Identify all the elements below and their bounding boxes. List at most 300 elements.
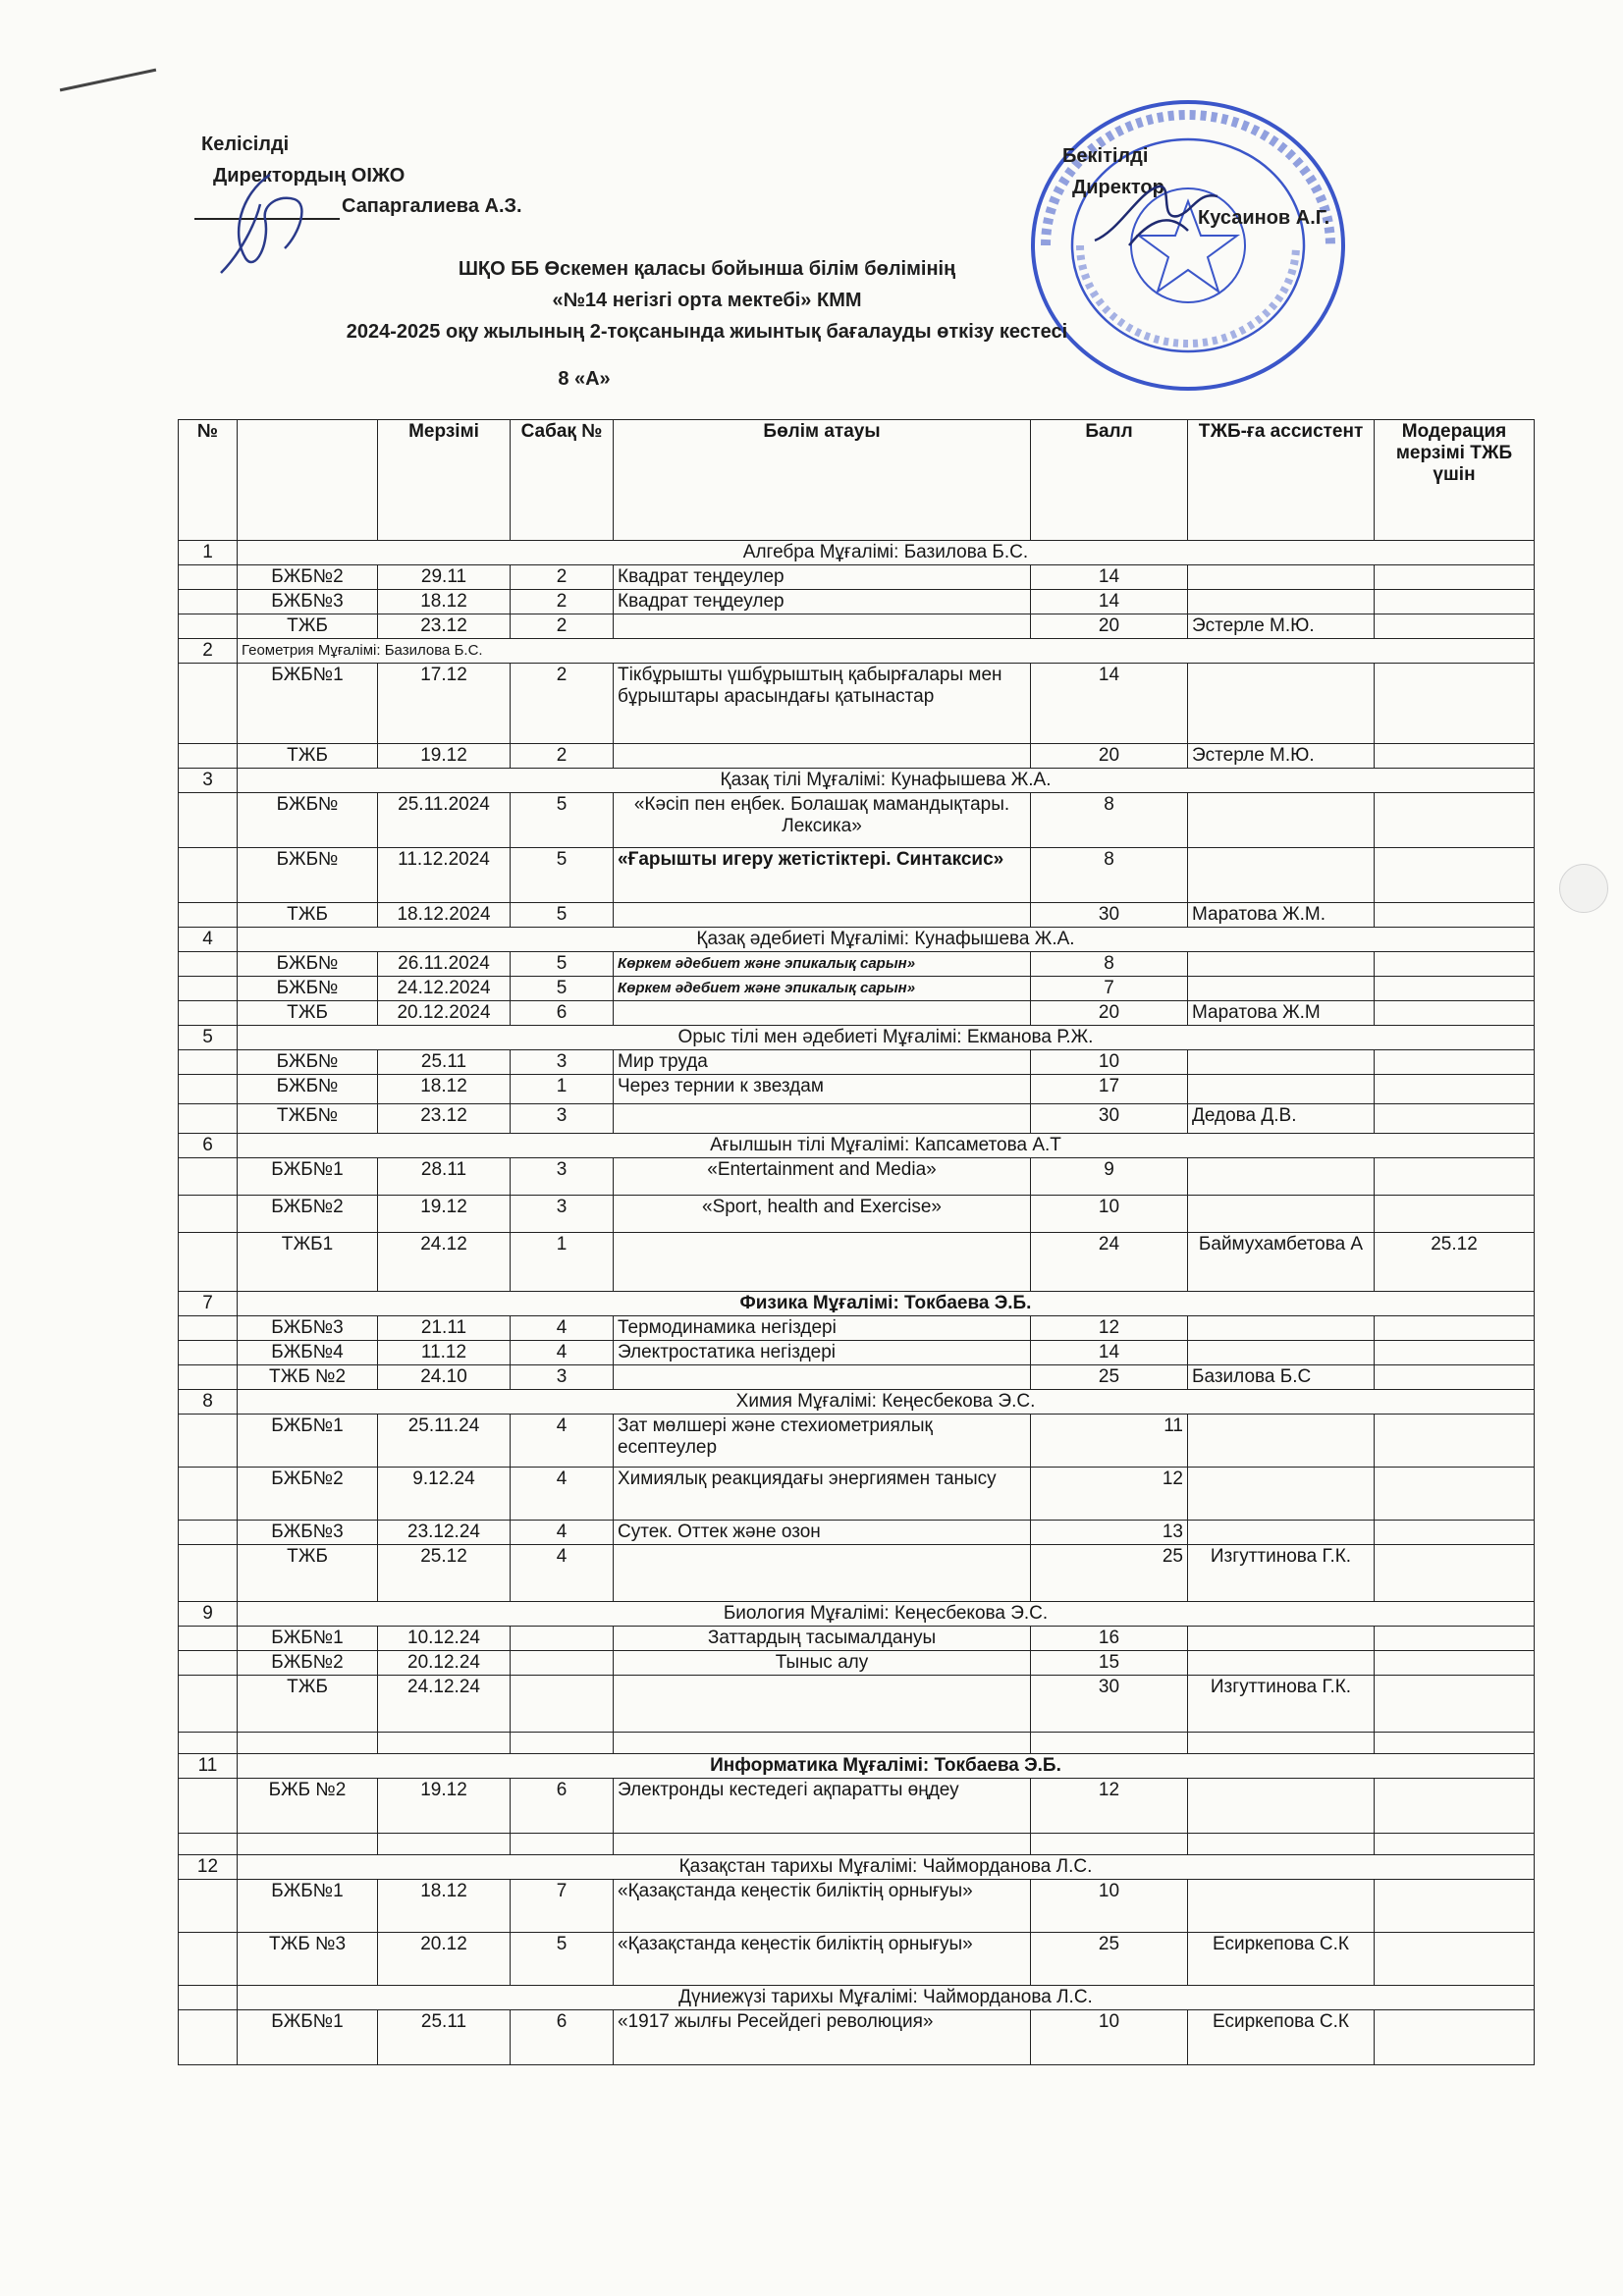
empty-cell [179, 1104, 238, 1134]
assessment-type: БЖБ№4 [238, 1341, 378, 1365]
subject-title: Қазақстан тарихы Мұғалімі: Чайморданова Л.С. [238, 1855, 1535, 1880]
approved-signature [1090, 172, 1227, 250]
lesson-number: 5 [511, 952, 614, 977]
moderation [1375, 1779, 1535, 1834]
table-row [179, 1779, 1535, 1834]
moderation [1375, 1316, 1535, 1341]
assessment-date: 18.12 [378, 590, 511, 614]
empty-cell [179, 1233, 238, 1292]
empty-cell [179, 1415, 238, 1468]
table-row [179, 1316, 1535, 1341]
empty-cell [378, 1834, 511, 1855]
empty-cell [238, 1733, 378, 1754]
empty-cell [179, 1545, 238, 1602]
assessment-type: БЖБ№2 [238, 565, 378, 590]
score: 24 [1031, 1233, 1188, 1292]
subject-row [179, 1390, 1535, 1415]
lesson-number [511, 1627, 614, 1651]
empty-cell [179, 744, 238, 769]
assistant [1188, 565, 1375, 590]
lesson-number: 4 [511, 1468, 614, 1521]
subject-row [179, 1026, 1535, 1050]
empty-cell [179, 1834, 238, 1855]
score: 25 [1031, 1545, 1188, 1602]
section-name: Зат мөлшері және стехиометриялық есептеулер [614, 1415, 1031, 1468]
assistant: Маратова Ж.М [1188, 1001, 1375, 1026]
subject-row [179, 1855, 1535, 1880]
subject-title: Физика Мұғалімі: Токбаева Э.Б. [238, 1292, 1535, 1316]
table-row [179, 1001, 1535, 1026]
assessment-date: 11.12.2024 [378, 848, 511, 903]
assessment-type: БЖБ№1 [238, 1415, 378, 1468]
moderation [1375, 1104, 1535, 1134]
assessment-type: ТЖБ №3 [238, 1933, 378, 1986]
section-name: Электронды кестедегі ақпаратты өңдеу [614, 1779, 1031, 1834]
lesson-number: 5 [511, 903, 614, 928]
assistant [1188, 1880, 1375, 1933]
subject-num: 4 [179, 928, 238, 952]
assistant [1188, 1521, 1375, 1545]
table-row [179, 1933, 1535, 1986]
section-name [614, 1676, 1031, 1733]
subject-title: Қазақ тілі Мұғалімі: Кунафышева Ж.А. [238, 769, 1535, 793]
lesson-number: 1 [511, 1233, 614, 1292]
assessment-type: БЖБ№1 [238, 1158, 378, 1196]
moderation [1375, 1933, 1535, 1986]
assessment-date: 18.12.2024 [378, 903, 511, 928]
empty-cell [179, 1001, 238, 1026]
empty-cell [179, 590, 238, 614]
assessment-type: БЖБ№3 [238, 590, 378, 614]
scan-artifact-line [60, 69, 156, 92]
section-name: Сутек. Оттек және озон [614, 1521, 1031, 1545]
table-row [179, 1834, 1535, 1855]
empty-cell [179, 903, 238, 928]
moderation [1375, 1521, 1535, 1545]
lesson-number: 4 [511, 1521, 614, 1545]
assessment-type: БЖБ№2 [238, 1196, 378, 1233]
empty-cell [179, 1316, 238, 1341]
assistant: Изгуттинова Г.К. [1188, 1676, 1375, 1733]
moderation [1375, 1651, 1535, 1676]
score: 30 [1031, 1676, 1188, 1733]
subject-row [179, 1602, 1535, 1627]
header-lesson: Сабақ № [511, 420, 614, 541]
class-label: 8 «А» [558, 368, 611, 390]
lesson-number: 4 [511, 1341, 614, 1365]
assessment-date: 11.12 [378, 1341, 511, 1365]
subject-title: Орыс тілі мен әдебиеті Мұғалімі: Екманова Р.Ж. [238, 1026, 1535, 1050]
subject-num: 8 [179, 1390, 238, 1415]
assistant [1188, 1415, 1375, 1468]
moderation [1375, 1627, 1535, 1651]
moderation [1375, 744, 1535, 769]
empty-cell [179, 1733, 238, 1754]
empty-cell [378, 1733, 511, 1754]
section-name: Тікбұрышты үшбұрыштың қабырғалары мен бұрыштары арасындағы қатынастар [614, 664, 1031, 744]
moderation [1375, 903, 1535, 928]
title-line-1: ШҚО ББ Өскемен қаласы бойынша білім бөлімінің [458, 258, 956, 280]
assistant: Баймухамбетова А [1188, 1233, 1375, 1292]
score: 17 [1031, 1075, 1188, 1104]
table-row [179, 1365, 1535, 1390]
section-name: Квадрат теңдеулер [614, 590, 1031, 614]
assistant: Эстерле М.Ю. [1188, 614, 1375, 639]
assessment-type: БЖБ№ [238, 977, 378, 1001]
assessment-date: 19.12 [378, 1779, 511, 1834]
empty-cell [511, 1733, 614, 1754]
agreed-label: Келісілді [201, 133, 290, 155]
table-row [179, 1468, 1535, 1521]
section-name: «Entertainment and Media» [614, 1158, 1031, 1196]
subject-num: 11 [179, 1754, 238, 1779]
score: 16 [1031, 1627, 1188, 1651]
subject-num: 5 [179, 1026, 238, 1050]
empty-cell [179, 1676, 238, 1733]
moderation [1375, 793, 1535, 848]
assessment-date: 18.12 [378, 1075, 511, 1104]
lesson-number: 4 [511, 1545, 614, 1602]
table-row [179, 1341, 1535, 1365]
moderation [1375, 1196, 1535, 1233]
lesson-number [511, 1651, 614, 1676]
header-assistant: ТЖБ-ға ассистент [1188, 420, 1375, 541]
empty-cell [179, 1075, 238, 1104]
empty-cell [179, 1627, 238, 1651]
subject-num: 6 [179, 1134, 238, 1158]
section-name: Термодинамика негіздері [614, 1316, 1031, 1341]
empty-cell [179, 1779, 238, 1834]
assessment-date: 20.12 [378, 1933, 511, 1986]
subject-num [179, 1986, 238, 2010]
assessment-type: ТЖБ [238, 614, 378, 639]
subject-row [179, 928, 1535, 952]
assistant [1188, 1651, 1375, 1676]
table-row [179, 952, 1535, 977]
empty-cell [1188, 1733, 1375, 1754]
assistant [1188, 848, 1375, 903]
assessment-date: 10.12.24 [378, 1627, 511, 1651]
subject-num: 3 [179, 769, 238, 793]
moderation [1375, 1468, 1535, 1521]
score: 14 [1031, 1341, 1188, 1365]
lesson-number: 2 [511, 565, 614, 590]
lesson-number: 3 [511, 1196, 614, 1233]
assessment-type: ТЖБ [238, 744, 378, 769]
assistant [1188, 1196, 1375, 1233]
section-name: Химиялық реакциядағы энергиямен танысу [614, 1468, 1031, 1521]
assessment-type: БЖБ№3 [238, 1316, 378, 1341]
assessment-date: 19.12 [378, 1196, 511, 1233]
assessment-type: БЖБ№ [238, 793, 378, 848]
assessment-type: БЖБ№1 [238, 1627, 378, 1651]
subject-title: Химия Мұғалімі: Кеңесбекова Э.С. [238, 1390, 1535, 1415]
lesson-number: 5 [511, 848, 614, 903]
assistant: Маратова Ж.М. [1188, 903, 1375, 928]
score: 8 [1031, 848, 1188, 903]
subject-num: 9 [179, 1602, 238, 1627]
assistant [1188, 1468, 1375, 1521]
moderation [1375, 590, 1535, 614]
moderation [1375, 1545, 1535, 1602]
score: 30 [1031, 1104, 1188, 1134]
assistant: Есиркепова С.К [1188, 1933, 1375, 1986]
assistant [1188, 590, 1375, 614]
lesson-number: 5 [511, 793, 614, 848]
section-name [614, 903, 1031, 928]
table-row [179, 793, 1535, 848]
moderation [1375, 2010, 1535, 2065]
moderation [1375, 1341, 1535, 1365]
score: 10 [1031, 1050, 1188, 1075]
section-name: «Кәсіп пен еңбек. Болашақ мамандықтары. Лексика» [614, 793, 1031, 848]
score: 8 [1031, 793, 1188, 848]
empty-cell [179, 565, 238, 590]
assessment-date: 29.11 [378, 565, 511, 590]
empty-cell [1188, 1834, 1375, 1855]
assessment-date: 25.11.24 [378, 1415, 511, 1468]
empty-cell [179, 1050, 238, 1075]
assessment-date: 24.12.24 [378, 1676, 511, 1733]
section-name [614, 744, 1031, 769]
table-row [179, 1545, 1535, 1602]
assessment-date: 9.12.24 [378, 1468, 511, 1521]
table-header-row [179, 420, 1535, 541]
score: 12 [1031, 1468, 1188, 1521]
assessment-type: ТЖБ [238, 1545, 378, 1602]
section-name: «Қазақстанда кеңестік биліктің орнығуы» [614, 1880, 1031, 1933]
assessment-date: 19.12 [378, 744, 511, 769]
table-row [179, 565, 1535, 590]
moderation [1375, 952, 1535, 977]
moderation [1375, 1050, 1535, 1075]
score: 20 [1031, 1001, 1188, 1026]
assessment-date: 24.12 [378, 1233, 511, 1292]
assessment-date: 26.11.2024 [378, 952, 511, 977]
table-row [179, 1676, 1535, 1733]
subject-num: 7 [179, 1292, 238, 1316]
assessment-type: ТЖБ [238, 1001, 378, 1026]
empty-cell [179, 977, 238, 1001]
assistant [1188, 952, 1375, 977]
subject-title: Ағылшын тілі Мұғалімі: Капсаметова А.Т [238, 1134, 1535, 1158]
section-name: «1917 жылғы Ресейдегі революция» [614, 2010, 1031, 2065]
assessment-date: 28.11 [378, 1158, 511, 1196]
empty-cell [614, 1733, 1031, 1754]
assessment-date: 21.11 [378, 1316, 511, 1341]
table-row [179, 1050, 1535, 1075]
empty-cell [179, 614, 238, 639]
subject-title: Дүниежүзі тарихы Мұғалімі: Чайморданова Л.С. [238, 1986, 1535, 2010]
lesson-number: 7 [511, 1880, 614, 1933]
lesson-number: 2 [511, 614, 614, 639]
table-row [179, 1075, 1535, 1104]
table-row [179, 1733, 1535, 1754]
assistant [1188, 1341, 1375, 1365]
empty-cell [238, 1834, 378, 1855]
empty-cell [1375, 1834, 1535, 1855]
moderation [1375, 614, 1535, 639]
assistant [1188, 1075, 1375, 1104]
lesson-number [511, 1676, 614, 1733]
assistant [1188, 977, 1375, 1001]
header-score: Балл [1031, 420, 1188, 541]
empty-cell [179, 1933, 238, 1986]
assessment-date: 25.11 [378, 2010, 511, 2065]
lesson-number: 3 [511, 1104, 614, 1134]
agreed-role: Директордың ОІЖО [213, 165, 406, 187]
section-name: Через тернии к звездам [614, 1075, 1031, 1104]
empty-cell [614, 1834, 1031, 1855]
subject-title: Геометрия Мұғалімі: Базилова Б.С. [238, 639, 1535, 664]
assessment-date: 23.12 [378, 614, 511, 639]
moderation [1375, 1676, 1535, 1733]
moderation: 25.12 [1375, 1233, 1535, 1292]
assessment-date: 25.12 [378, 1545, 511, 1602]
empty-cell [179, 1158, 238, 1196]
assessment-type: БЖБ№1 [238, 664, 378, 744]
moderation [1375, 565, 1535, 590]
section-name [614, 1104, 1031, 1134]
score: 13 [1031, 1521, 1188, 1545]
header-section: Бөлім атауы [614, 420, 1031, 541]
moderation [1375, 1075, 1535, 1104]
lesson-number: 6 [511, 1001, 614, 1026]
assistant: Есиркепова С.К [1188, 2010, 1375, 2065]
assessment-type: БЖБ№2 [238, 1468, 378, 1521]
moderation [1375, 848, 1535, 903]
table-row [179, 2010, 1535, 2065]
table-row [179, 1415, 1535, 1468]
assessment-type: ТЖБ [238, 1676, 378, 1733]
table-row [179, 1627, 1535, 1651]
section-name [614, 1545, 1031, 1602]
moderation [1375, 1365, 1535, 1390]
title-line-2: «№14 негізгі орта мектебі» КММ [552, 290, 862, 311]
score: 14 [1031, 565, 1188, 590]
table-row [179, 1104, 1535, 1134]
section-name: Тыныс алу [614, 1651, 1031, 1676]
moderation [1375, 1158, 1535, 1196]
assessment-type: БЖБ№1 [238, 1880, 378, 1933]
subject-row [179, 1986, 1535, 2010]
assessment-type: БЖБ№3 [238, 1521, 378, 1545]
lesson-number: 6 [511, 2010, 614, 2065]
table-row [179, 1651, 1535, 1676]
lesson-number: 1 [511, 1075, 614, 1104]
subject-row [179, 1134, 1535, 1158]
assessment-type: ТЖБ1 [238, 1233, 378, 1292]
score: 25 [1031, 1933, 1188, 1986]
lesson-number: 5 [511, 977, 614, 1001]
section-name: «Ғарышты игеру жетістіктері. Синтаксис» [614, 848, 1031, 903]
assistant [1188, 664, 1375, 744]
moderation [1375, 1001, 1535, 1026]
assistant [1188, 1158, 1375, 1196]
section-name: «Sport, health and Exercise» [614, 1196, 1031, 1233]
moderation [1375, 1415, 1535, 1468]
assessment-date: 20.12.2024 [378, 1001, 511, 1026]
section-name: «Қазақстанда кеңестік биліктің орнығуы» [614, 1933, 1031, 1986]
empty-cell [179, 2010, 238, 2065]
score: 25 [1031, 1365, 1188, 1390]
assessment-type: БЖБ№ [238, 952, 378, 977]
empty-cell [179, 1468, 238, 1521]
table-row [179, 1196, 1535, 1233]
score: 12 [1031, 1779, 1188, 1834]
empty-cell [1375, 1733, 1535, 1754]
section-name: Заттардың тасымалдануы [614, 1627, 1031, 1651]
empty-cell [179, 848, 238, 903]
table-row [179, 614, 1535, 639]
punch-hole [1559, 864, 1608, 913]
assistant: Изгуттинова Г.К. [1188, 1545, 1375, 1602]
lesson-number: 4 [511, 1415, 614, 1468]
lesson-number: 2 [511, 590, 614, 614]
assessment-date: 17.12 [378, 664, 511, 744]
assessment-date: 24.10 [378, 1365, 511, 1390]
lesson-number: 3 [511, 1158, 614, 1196]
subject-num: 12 [179, 1855, 238, 1880]
assistant [1188, 1316, 1375, 1341]
section-name: Квадрат теңдеулер [614, 565, 1031, 590]
header-moderation: Модерация мерзімі ТЖБ үшін [1375, 420, 1535, 541]
section-name: Мир труда [614, 1050, 1031, 1075]
assessment-date: 25.11 [378, 1050, 511, 1075]
table-row [179, 744, 1535, 769]
table-row [179, 664, 1535, 744]
score: 14 [1031, 664, 1188, 744]
lesson-number: 3 [511, 1050, 614, 1075]
header-blank [238, 420, 378, 541]
empty-cell [179, 952, 238, 977]
section-name [614, 1365, 1031, 1390]
assistant [1188, 1050, 1375, 1075]
score: 11 [1031, 1415, 1188, 1468]
section-name [614, 614, 1031, 639]
subject-num: 1 [179, 541, 238, 565]
score: 10 [1031, 2010, 1188, 2065]
assessment-type: БЖБ№1 [238, 2010, 378, 2065]
empty-cell [1031, 1834, 1188, 1855]
table-row [179, 848, 1535, 903]
assessment-date: 23.12 [378, 1104, 511, 1134]
section-name: Көркем әдебиет және эпикалық сарын» [614, 977, 1031, 1001]
table-row [179, 903, 1535, 928]
approved-name: Кусаинов А.Г. [1198, 207, 1330, 229]
assessment-date: 25.11.2024 [378, 793, 511, 848]
empty-cell [179, 1651, 238, 1676]
subject-title: Информатика Мұғалімі: Токбаева Э.Б. [238, 1754, 1535, 1779]
assessment-date: 20.12.24 [378, 1651, 511, 1676]
assistant [1188, 1779, 1375, 1834]
assessment-type: БЖБ№2 [238, 1651, 378, 1676]
assessment-type: БЖБ№ [238, 1050, 378, 1075]
assistant: Базилова Б.С [1188, 1365, 1375, 1390]
assistant [1188, 1627, 1375, 1651]
score: 7 [1031, 977, 1188, 1001]
moderation [1375, 1880, 1535, 1933]
subject-row [179, 639, 1535, 664]
assessment-type: БЖБ №2 [238, 1779, 378, 1834]
table-row [179, 1880, 1535, 1933]
title-line-3: 2024-2025 оқу жылының 2-тоқсанында жиынтық бағалауды өткізу кестесі [346, 321, 1068, 343]
table-row [179, 590, 1535, 614]
subject-num: 2 [179, 639, 238, 664]
empty-cell [511, 1834, 614, 1855]
empty-cell [1031, 1733, 1188, 1754]
lesson-number: 6 [511, 1779, 614, 1834]
